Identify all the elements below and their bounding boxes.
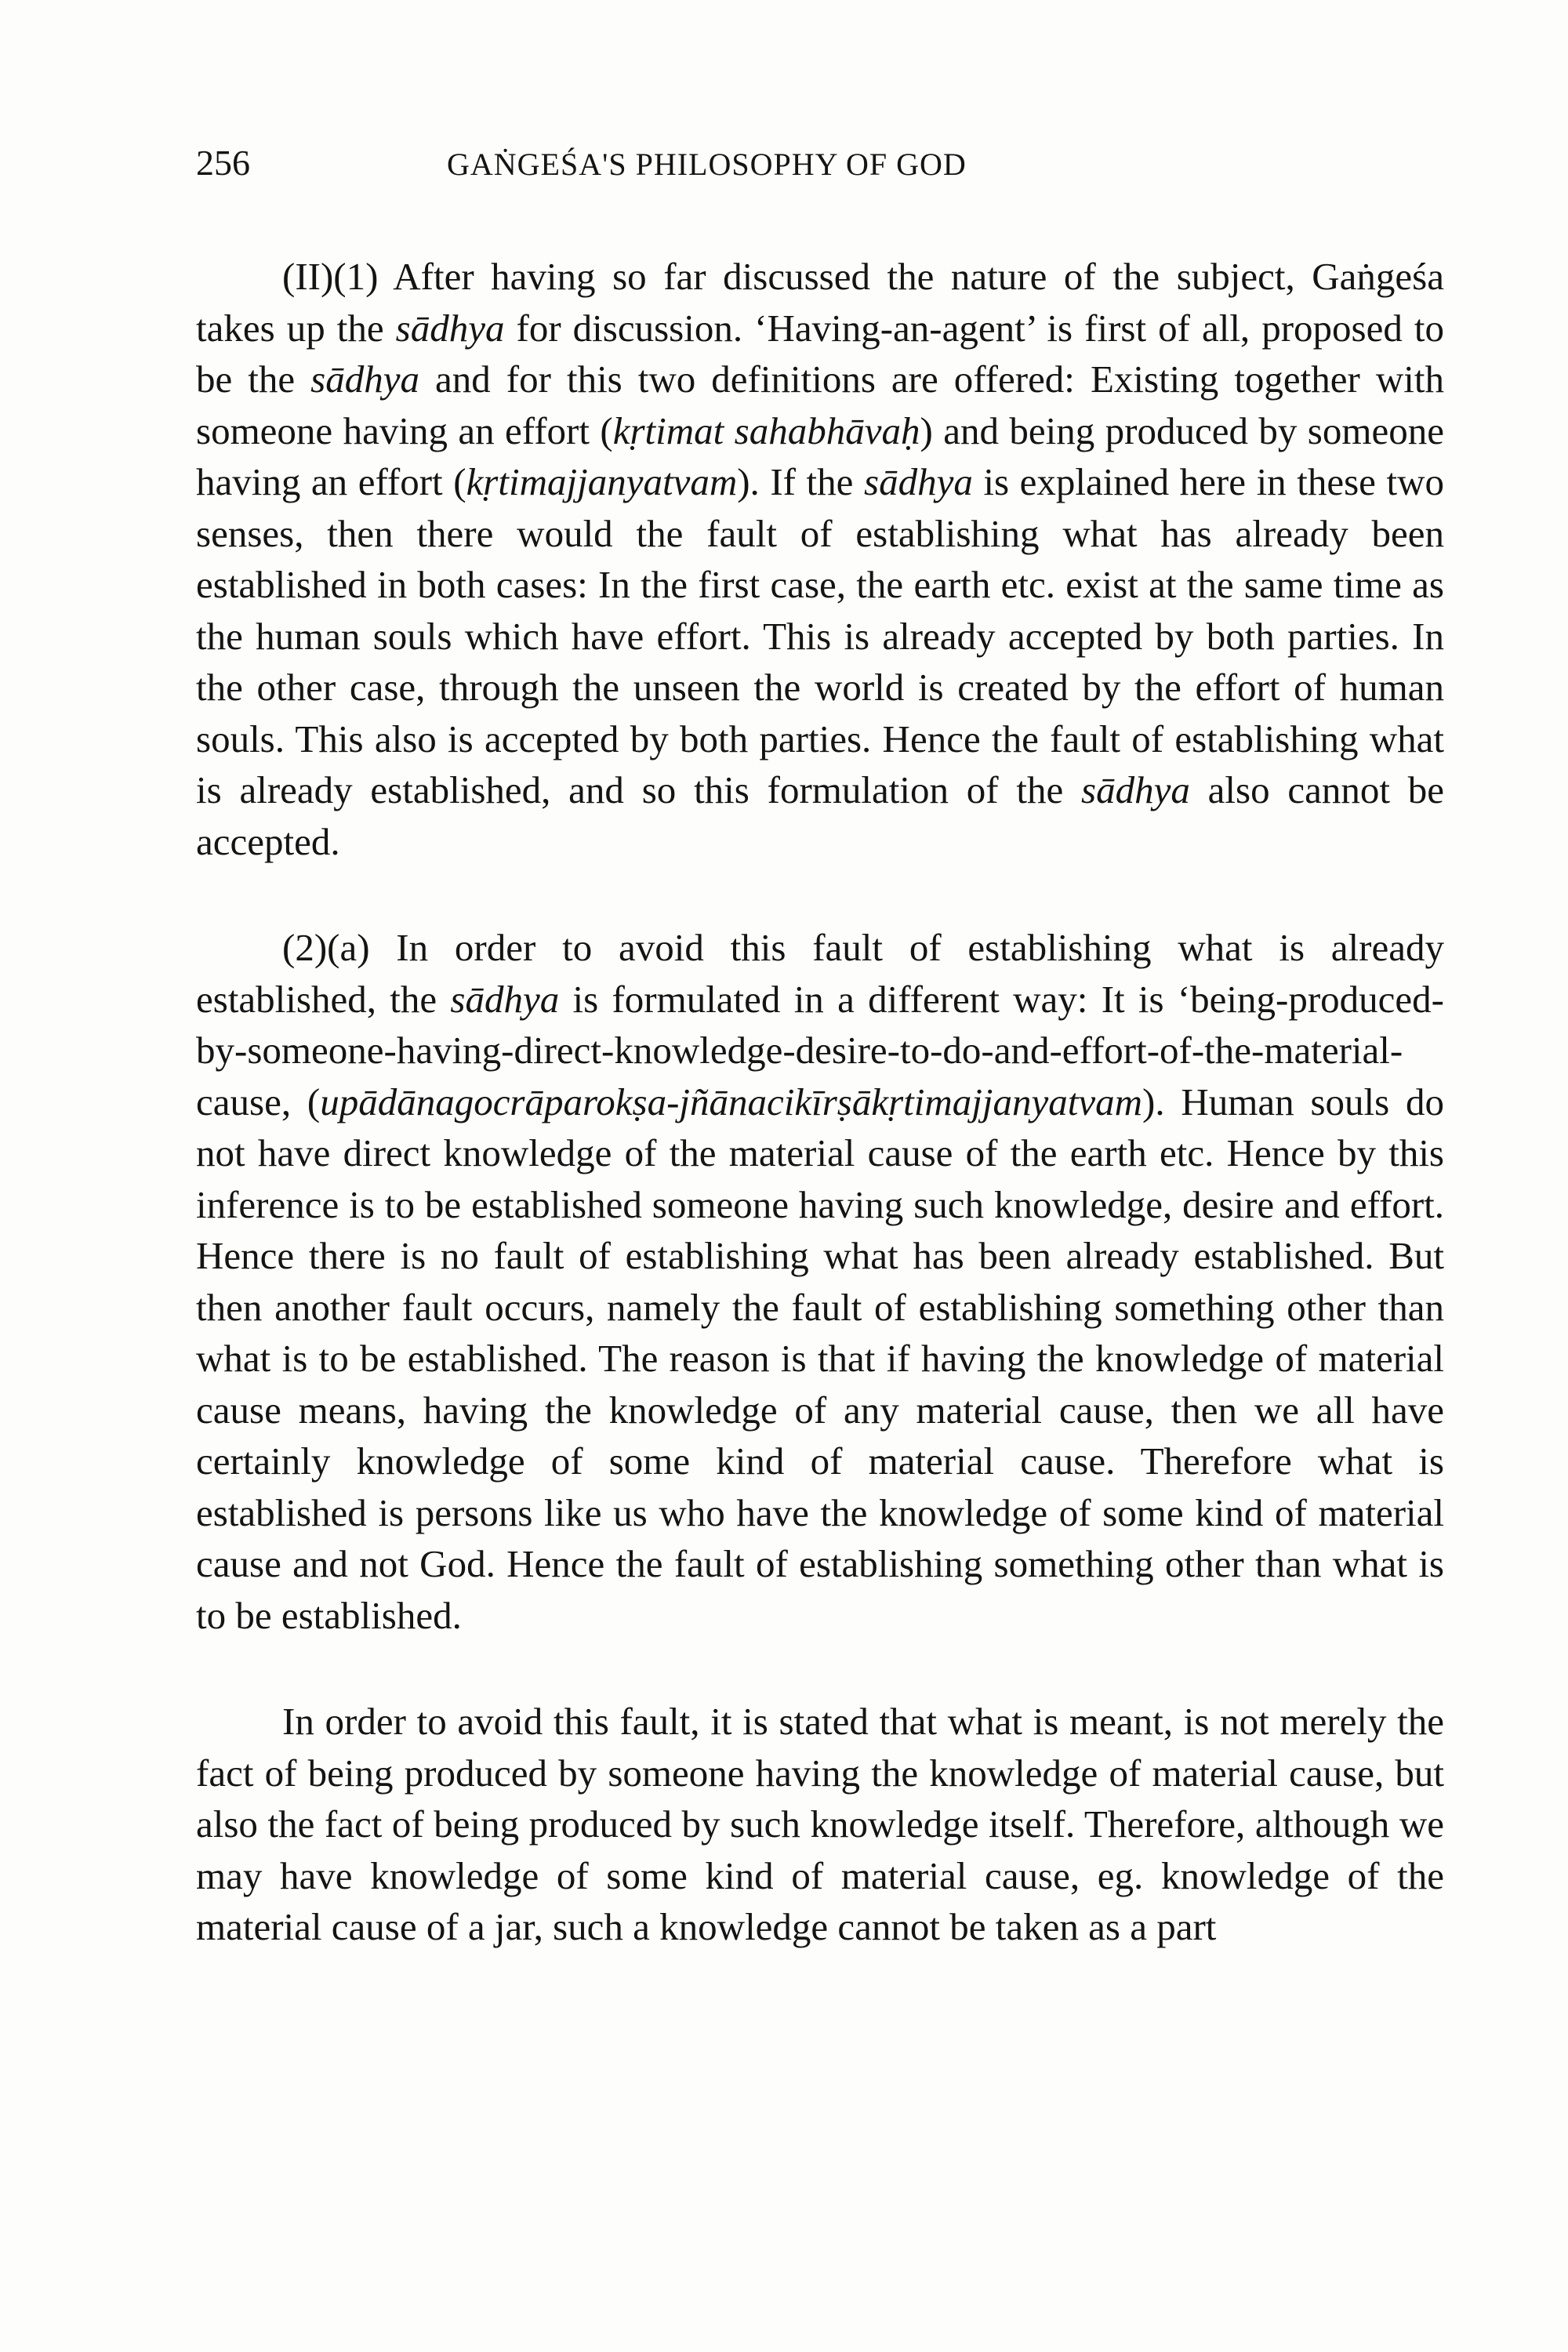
paragraph-text: and for this two definitions are offered: Existing together with someone having an effort ( — [196, 358, 1444, 452]
italic-term: sādhya — [1081, 768, 1190, 811]
paragraph-text: In order to avoid this fault, it is stated that what is meant, is not merely the fact of being produced by someone having the knowledge of material cause, but also the fact of being produced by such knowledge itself. Therefore, although we may have knowledge of some kind of material cause, eg. knowledge of the material cause of a jar, such a knowledge cannot be taken as a part — [196, 1700, 1444, 1948]
paragraph-text: is formulated in a different way: It is ‘being-produced-by-someone-having-direct-knowledge-desire-to-do-and-effort-of-the-material-cause, ( — [196, 977, 1444, 1123]
paragraph-1 — [196, 251, 1444, 867]
paragraph-text: is explained here in these two senses, then there would the fault of establishing what has already been established in both cases: In the first case, the earth etc. exist at the same time as the human souls which have effort. This is already accepted by both parties. In the other case, through the unseen the world is created by the effort of human souls. This also is accepted by both parties. Hence the fault of establishing what is already established, and so this formulation of the — [196, 460, 1444, 811]
paragraph-text: also cannot be accepted. — [196, 768, 1445, 863]
italic-term: sādhya — [450, 977, 560, 1021]
italic-term: kṛtimajjanyatvam — [466, 460, 738, 503]
italic-term: kṛtimat sahabhāvaḥ — [612, 408, 920, 452]
paragraph-text: ). Human souls do not have direct knowledge of the material cause of the earth etc. Hence by this inference is to be established someone having such knowledge, desire and effort. Hence there is no fault of establishing what has been already established. But then another fault occurs, namely the fault of establishing something other than what is to be established. The reason is that if having the knowledge of material cause means, having the knowledge of any material cause, then we all have certainly knowledge of some kind of material cause. Therefore what is established is persons like us who have the knowledge of some kind of material cause and not God. Hence the fault of establishing something other than what is to be established. — [196, 1080, 1444, 1637]
paragraph-text: ) and being produced by someone having an effort ( — [196, 408, 1444, 503]
running-head — [196, 140, 1443, 194]
italic-term: upādānagocrāparokṣa-jñānacikīrṣākṛtimajjanyatvam — [320, 1080, 1143, 1123]
paragraph-2 — [196, 922, 1444, 1641]
italic-term: sādhya — [395, 306, 505, 350]
paragraph-text: for discussion. ‘Having-an-agent’ is first of all, proposed to be the — [196, 306, 1445, 401]
page-number: 256 — [196, 143, 250, 183]
paragraph-text: ). If the — [737, 460, 864, 503]
paragraph-text: (2)(a) In order to avoid this fault of establishing what is already established, the — [196, 926, 1444, 1021]
paragraph-3 — [196, 1696, 1444, 1953]
body-text — [196, 251, 1444, 1953]
italic-term: sādhya — [310, 358, 419, 401]
paragraph-text: (II)(1) After having so far discussed the nature of the subject, Gaṅgeśa takes up the — [196, 255, 1444, 350]
running-title: GAṄGEŚA'S PHILOSOPHY OF GOD — [447, 147, 967, 182]
italic-term: sādhya — [864, 460, 973, 503]
